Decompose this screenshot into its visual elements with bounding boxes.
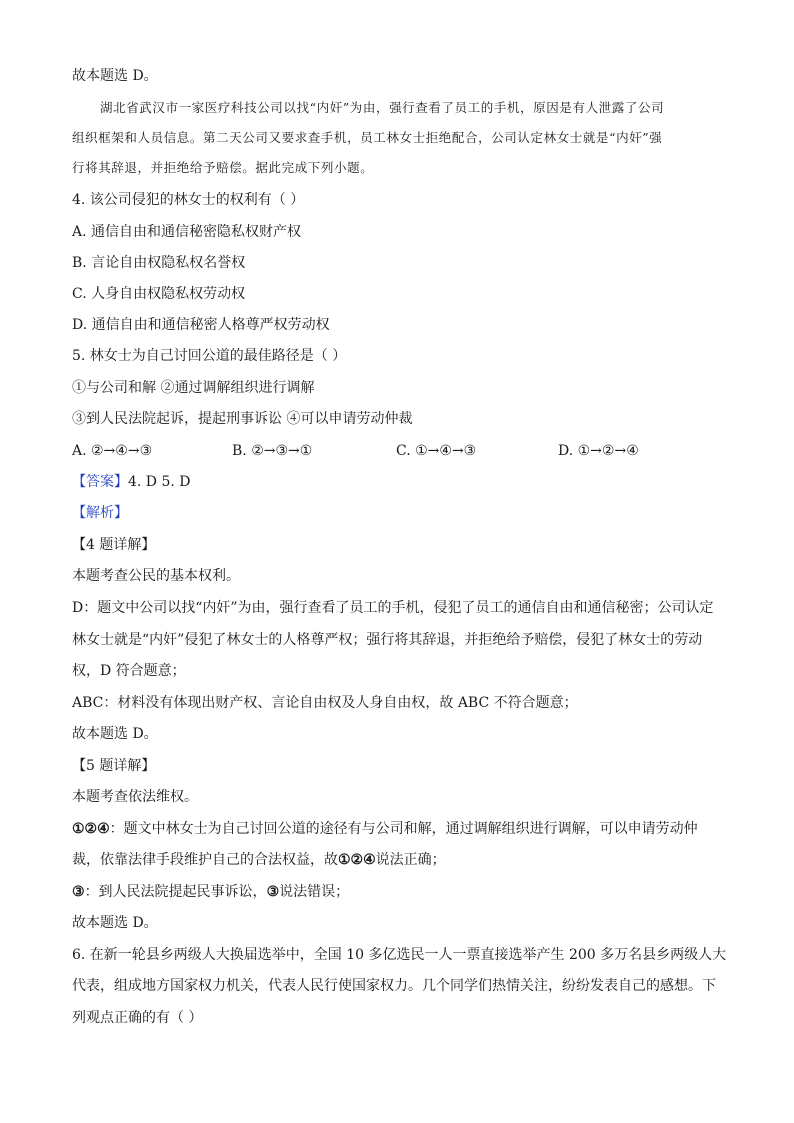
question-5-option-a: A. ②→④→③	[72, 443, 153, 459]
question-6-stem-line-1: 6. 在新一轮县乡两级人大换届选举中，全国 10 多亿选民一人一票直接选举产生 200 多万名县乡两级人大	[72, 947, 727, 963]
q5-detail-text-a: ：题文中林女士为自己讨回公道的途径有与公司和解，通过调解组织进行调解，可以申请劳动仲	[109, 821, 698, 837]
question-4-option-d: D. 通信自由和通信秘密人格尊严权劳动权	[72, 317, 330, 333]
q5-detail-title: 【5 题详解】	[72, 758, 156, 774]
question-5-option-c: C. ①→④→③	[396, 443, 477, 459]
analysis-label: 【解析】	[72, 505, 128, 521]
answer-line	[72, 472, 191, 492]
q5-detail-line-1: 本题考查依法维权。	[72, 789, 198, 805]
material-line-2: 组织框架和人员信息。第二天公司又要求查手机，员工林女士拒绝配合，公司认定林女士就是“内奸”强	[72, 130, 663, 145]
q4-detail-line-5: ABC：材料没有体现出财产权、言论自由权及人身自由权，故 ABC 不符合题意；	[72, 695, 578, 711]
question-4-option-b: B. 言论自由权隐私权名誉权	[72, 255, 246, 271]
q5-detail-text-c: 说法正确；	[375, 852, 446, 868]
question-5-stem: 5. 林女士为自己讨回公道的最佳路径是（ ）	[72, 348, 347, 364]
q5-detail-text-e: 说法错误；	[279, 884, 350, 900]
q5-detail-marks-b: ①②④	[338, 852, 376, 868]
material-line-1: 湖北省武汉市一家医疗科技公司以找“内奸”为由，强行查看了员工的手机，原因是有人泄露了公司	[100, 100, 665, 115]
question-4-stem: 4. 该公司侵犯的林女士的权利有（ ）	[72, 192, 305, 208]
q5-detail-marks-a: ①②④	[72, 821, 110, 837]
question-4-option-a: A. 通信自由和通信秘密隐私权财产权	[72, 224, 302, 240]
q5-detail-text-d: ：到人民法院提起民事诉讼，	[84, 884, 267, 900]
material-line-3: 行将其辞退，并拒绝给予赔偿。据此完成下列小题。	[72, 160, 374, 175]
question-4-option-c: C. 人身自由权隐私权劳动权	[72, 286, 246, 302]
answer-label: 【答案】	[72, 474, 128, 490]
conclusion-line: 故本题选 D。	[72, 68, 158, 84]
answer-text: 4. D 5. D	[128, 474, 191, 490]
q5-detail-line-2	[72, 819, 698, 839]
q4-detail-title: 【4 题详解】	[72, 537, 156, 553]
q5-detail-line-4	[72, 882, 349, 902]
q5-detail-text-b: 裁，依靠法律手段维护自己的合法权益，故	[72, 852, 338, 868]
q5-detail-mark-d: ③	[266, 884, 280, 900]
question-5-items-1: ①与公司和解 ②通过调解组织进行调解	[72, 380, 315, 396]
question-5-option-b: B. ②→③→①	[232, 443, 313, 459]
question-5-items-2: ③到人民法院起诉，提起刑事诉讼 ④可以申请劳动仲裁	[72, 411, 413, 427]
q4-detail-line-3: 林女士就是“内奸”侵犯了林女士的人格尊严权；强行将其辞退，并拒绝给予赔偿，侵犯了林女士的劳动	[72, 632, 703, 648]
q4-detail-line-1: 本题考查公民的基本权利。	[72, 568, 240, 584]
q4-detail-line-6: 故本题选 D。	[72, 726, 158, 742]
question-6-stem-line-3: 列观点正确的有（ ）	[72, 1010, 203, 1026]
q5-detail-line-3	[72, 850, 446, 870]
q4-detail-line-4: 权，D 符合题意；	[72, 663, 186, 679]
q5-detail-line-5: 故本题选 D。	[72, 915, 158, 931]
q5-detail-mark-c: ③	[72, 884, 85, 900]
question-6-stem-line-2: 代表，组成地方国家权力机关，代表人民行使国家权力。几个同学们热情关注，纷纷发表自己的感想。下	[72, 978, 716, 994]
q4-detail-line-2: D：题文中公司以找“内奸”为由，强行查看了员工的手机，侵犯了员工的通信自由和通信秘密；公司认定	[72, 600, 714, 616]
question-5-option-d: D. ①→②→④	[558, 443, 639, 459]
